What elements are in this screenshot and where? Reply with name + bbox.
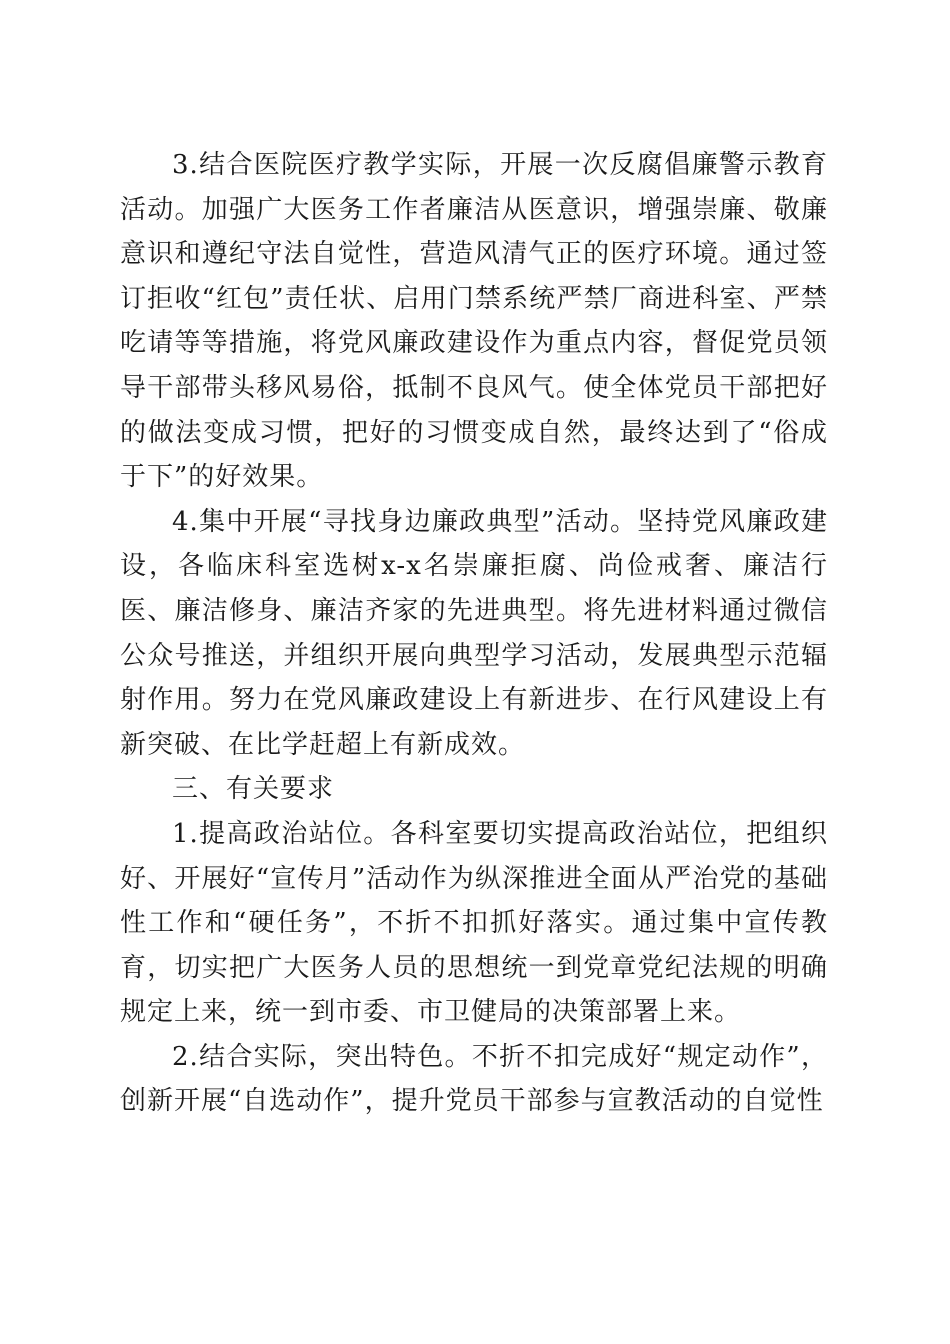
paragraph-requirement-2-combine-practice: 2.结合实际，突出特色。不折不扣完成好“规定动作”，创新开展“自选动作”，提升党员干部参与宣教活动的自觉性	[120, 1041, 828, 1117]
paragraph-item-4-typical-examples: 4.集中开展“寻找身边廉政典型”活动。坚持党风廉政建设，各临床科室选树x-x名崇廉拒腐、尚俭戒奢、廉洁行医、廉洁修身、廉洁齐家的先进典型。将先进材料通过微信公众号推送，并组织开展向典型学习活动，发展典型示范辐射作用。努力在党风廉政建设上有新进步、在行风建设上有新突破、在比学赶超上有新成效。	[120, 506, 828, 760]
section-heading-requirements: 三、有关要求	[172, 774, 335, 805]
paragraph-item-3-warning-education: 3.结合医院医疗教学实际，开展一次反腐倡廉警示教育活动。加强广大医务工作者廉洁从医意识，增强崇廉、敬廉意识和遵纪守法自觉性，营造风清气正的医疗环境。通过签订拒收“红包”责任状、启用门禁系统严禁厂商进科室、严禁吃请等等措施，将党风廉政建设作为重点内容，督促党员领导干部带头移风易俗，抵制不良风气。使全体党员干部把好的做法变成习惯，把好的习惯变成自然，最终达到了“俗成于下”的好效果。	[120, 150, 828, 493]
paragraph-requirement-1-political-stance: 1.提高政治站位。各科室要切实提高政治站位，把组织好、开展好“宣传月”活动作为纵深推进全面从严治党的基础性工作和“硬任务”，不折不扣抓好落实。通过集中宣传教育，切实把广大医务人员的思想统一到党章党纪法规的明确规定上来，统一到市委、市卫健局的决策部署上来。	[120, 818, 828, 1028]
document-page	[120, 143, 828, 1124]
